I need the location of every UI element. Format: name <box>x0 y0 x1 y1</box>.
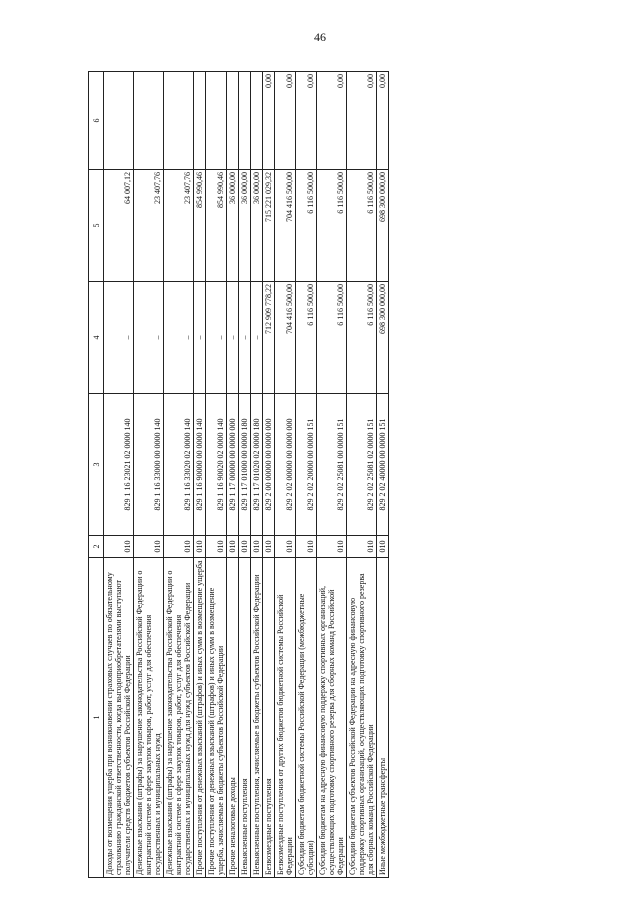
row-col5: 36 000,00 <box>239 170 251 282</box>
row-col4: 698 300 000,00 <box>377 282 389 394</box>
row-kbk: 829 1 16 33020 02 0000 140 <box>164 394 194 536</box>
table-row <box>194 72 206 878</box>
row-col6 <box>206 72 227 170</box>
row-col5: 854 990,46 <box>194 170 206 282</box>
row-col5: 715 221 029,32 <box>263 170 275 282</box>
row-name: Субсидии бюджетам бюджетной системы Российской Федерации (межбюджетные субсидии) <box>296 558 317 878</box>
row-name: Прочие неналоговые доходы <box>227 558 239 878</box>
row-col5: 6 116 500,00 <box>296 170 317 282</box>
table-header-row <box>89 72 104 878</box>
row-col5: 854 990,46 <box>206 170 227 282</box>
row-kbk: 829 2 02 20000 00 0000 151 <box>296 394 317 536</box>
row-name: Прочие поступления от денежных взысканий (штрафов) и иных сумм в возмещение ущерба <box>194 558 206 878</box>
row-kbk: 829 1 16 90020 02 0000 140 <box>206 394 227 536</box>
header-col-6: 6 <box>89 72 104 170</box>
rotated-table-container <box>88 72 550 878</box>
row-col4: – <box>164 282 194 394</box>
row-col6 <box>164 72 194 170</box>
row-code: 010 <box>275 536 296 558</box>
row-code: 010 <box>263 536 275 558</box>
row-code: 010 <box>239 536 251 558</box>
row-col5: 6 116 500,00 <box>317 170 347 282</box>
header-col-1: 1 <box>89 558 104 878</box>
row-kbk: 829 2 02 40000 00 0000 151 <box>377 394 389 536</box>
table-row <box>206 72 227 878</box>
row-col4: 712 909 778,22 <box>263 282 275 394</box>
row-name: Невыясненные поступления <box>239 558 251 878</box>
row-col6 <box>227 72 239 170</box>
row-code: 010 <box>164 536 194 558</box>
row-col5: 704 416 500,00 <box>275 170 296 282</box>
table-row <box>251 72 263 878</box>
page-number: 46 <box>314 30 326 44</box>
row-col5: 64 007,12 <box>104 170 134 282</box>
row-code: 010 <box>296 536 317 558</box>
row-col6: 0,00 <box>347 72 377 170</box>
row-col5: 23 407,76 <box>134 170 164 282</box>
row-kbk: 829 1 17 01000 00 0000 180 <box>239 394 251 536</box>
row-col4: – <box>104 282 134 394</box>
row-col5: 23 407,76 <box>164 170 194 282</box>
row-code: 010 <box>317 536 347 558</box>
row-kbk: 829 1 16 90000 00 0000 140 <box>194 394 206 536</box>
row-col6 <box>194 72 206 170</box>
row-col5: 36 000,00 <box>227 170 239 282</box>
table-row <box>317 72 347 878</box>
row-code: 010 <box>194 536 206 558</box>
row-col6 <box>104 72 134 170</box>
row-col4: 704 416 500,00 <box>275 282 296 394</box>
row-col4: – <box>251 282 263 394</box>
table-row <box>227 72 239 878</box>
row-col4: – <box>194 282 206 394</box>
row-col6 <box>134 72 164 170</box>
row-code: 010 <box>134 536 164 558</box>
row-kbk: 829 1 16 33000 00 0000 140 <box>134 394 164 536</box>
row-code: 010 <box>104 536 134 558</box>
row-name: Безвозмездные поступления <box>263 558 275 878</box>
row-col5: 36 000,00 <box>251 170 263 282</box>
table-row <box>239 72 251 878</box>
row-name: Субсидии бюджетам субъектов Российской Федерации на адресную финансовую поддержку спортивных организаций, осуществляющих подготовку спортивного резерва для сборных команд Российской Федерации <box>347 558 377 878</box>
header-col-4: 4 <box>89 282 104 394</box>
row-kbk: 829 1 17 00000 00 0000 000 <box>227 394 239 536</box>
row-code: 010 <box>347 536 377 558</box>
table-row <box>296 72 317 878</box>
table-row <box>263 72 275 878</box>
row-kbk: 829 1 17 01020 02 0000 180 <box>251 394 263 536</box>
row-code: 010 <box>227 536 239 558</box>
row-code: 010 <box>206 536 227 558</box>
row-kbk: 829 2 02 25081 00 0000 151 <box>317 394 347 536</box>
table-row <box>275 72 296 878</box>
row-col4: 6 116 500,00 <box>347 282 377 394</box>
row-col5: 6 116 500,00 <box>347 170 377 282</box>
header-col-2: 2 <box>89 536 104 558</box>
header-col-3: 3 <box>89 394 104 536</box>
row-kbk: 829 2 02 00000 00 0000 000 <box>275 394 296 536</box>
row-kbk: 829 1 16 23021 02 0000 140 <box>104 394 134 536</box>
row-name: Иные межбюджетные трансферты <box>377 558 389 878</box>
row-col6: 0,00 <box>275 72 296 170</box>
row-name: Безвозмездные поступления от других бюджетов бюджетной системы Российской Федерации <box>275 558 296 878</box>
row-col6 <box>251 72 263 170</box>
row-col6: 0,00 <box>317 72 347 170</box>
row-name: Доходы от возмещения ущерба при возникновении страховых случаев по обязательному страхованию гражданской ответственности, когда выгодоприобретателями выступают получатели средств бюджетов субъектов Российской Федерации <box>104 558 134 878</box>
row-name: Невыясненные поступления, зачисляемые в бюджеты субъектов Российской Федерации <box>251 558 263 878</box>
row-col4: 6 116 500,00 <box>296 282 317 394</box>
row-name: Прочие поступления от денежных взысканий (штрафов) и иных сумм в возмещение ущерба, зачисляемые в бюджеты субъектов Российской Федерации <box>206 558 227 878</box>
row-name: Денежные взыскания (штрафы) за нарушение законодательства Российской Федерации о контрактной системе в сфере закупок товаров, работ, услуг для обеспечения государственных и муниципальных нужд для нужд субъектов Российской Федерации <box>164 558 194 878</box>
header-col-5: 5 <box>89 170 104 282</box>
row-col4: 6 116 500,00 <box>317 282 347 394</box>
table-row <box>377 72 389 878</box>
table-row <box>164 72 194 878</box>
table-row <box>347 72 377 878</box>
row-kbk: 829 2 00 00000 00 0000 000 <box>263 394 275 536</box>
row-name: Денежные взыскания (штрафы) за нарушение законодательства Российской Федерации о контрактной системе в сфере закупок товаров, работ, услуг для обеспечения государственных и муниципальных нужд <box>134 558 164 878</box>
row-col4: – <box>134 282 164 394</box>
table-row <box>134 72 164 878</box>
row-name: Субсидии бюджетам на адресную финансовую поддержку спортивных организаций, осуществляющих подготовку спортивного резерва для сборных команд Российской Федерации <box>317 558 347 878</box>
row-col4: – <box>239 282 251 394</box>
revenue-table <box>88 71 389 878</box>
row-col6: 0,00 <box>296 72 317 170</box>
row-code: 010 <box>377 536 389 558</box>
row-code: 010 <box>251 536 263 558</box>
row-col5: 698 300 000,00 <box>377 170 389 282</box>
table-row <box>104 72 134 878</box>
row-kbk: 829 2 02 25081 02 0000 151 <box>347 394 377 536</box>
row-col6: 0,00 <box>377 72 389 170</box>
row-col6 <box>239 72 251 170</box>
row-col4: – <box>206 282 227 394</box>
row-col6: 0,00 <box>263 72 275 170</box>
row-col4: – <box>227 282 239 394</box>
